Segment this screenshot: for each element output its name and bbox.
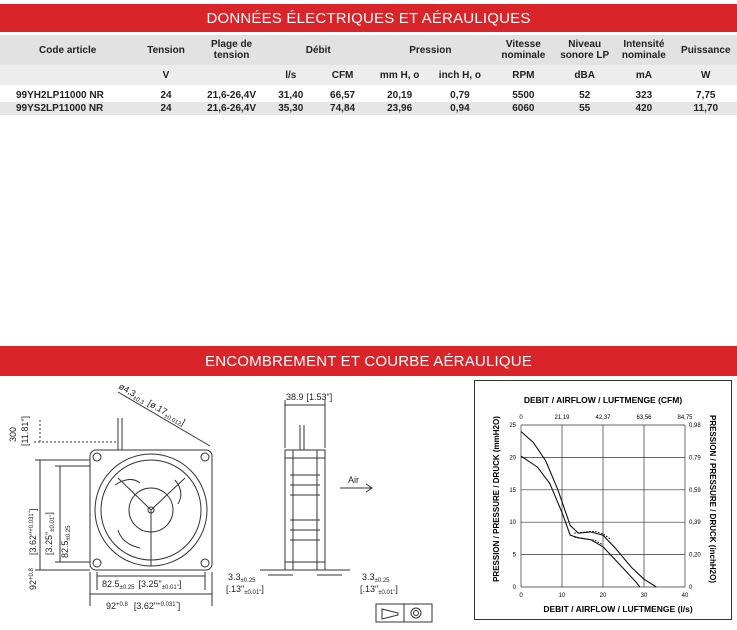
fan-dimension-drawing	[0, 380, 470, 630]
y-tick-label: 25	[509, 423, 516, 429]
side-fins	[290, 475, 320, 540]
y-right-tick-label: 0,79	[689, 455, 701, 462]
table-cell: 21,6-26,4V	[197, 89, 267, 102]
y-right-tick-label: 0,39	[689, 520, 701, 527]
table-cell: 0,94	[429, 102, 490, 115]
y-tick-label: 5	[512, 552, 516, 559]
table-cell: 74,84	[315, 102, 370, 115]
x-top-tick-label: 0	[519, 415, 523, 421]
size-v-inch-label: [3.62"$^{+0.031"}$]	[28, 508, 38, 555]
y-right-tick-label: 0,59	[689, 487, 701, 494]
table-cell: 323	[613, 89, 674, 102]
x-tick-label: 10	[558, 593, 566, 599]
table-header-row	[0, 35, 737, 65]
table-cell: 24	[135, 89, 196, 102]
projection-circle	[411, 608, 421, 618]
mounting-hole	[201, 453, 209, 461]
section-title-dimensions: ENCOMBREMENT ET COURBE AÉRAULIQUE	[205, 352, 532, 370]
fan-side-view	[285, 450, 325, 570]
unit-cell: RPM	[491, 65, 557, 85]
mounting-hole	[201, 559, 209, 567]
y-tick-label: 0	[512, 585, 516, 591]
x-top-tick-label: 42,37	[595, 415, 611, 421]
flange-left-label: $3.3_{\pm 0.25}$	[228, 572, 256, 584]
x-tick-label: 20	[599, 593, 607, 599]
col-header: Code article	[0, 35, 135, 65]
mounting-hole	[93, 559, 101, 567]
col-header: Plage de tension	[197, 35, 267, 65]
dim-line-flange	[260, 570, 350, 575]
table-cell: 21,6-26,4V	[197, 102, 267, 115]
pitch-v-inch-label: $[3.25"_{\pm 0.01"}]$	[44, 512, 56, 555]
col-header: Débit	[266, 35, 370, 65]
x-top-tick-label: 21,19	[554, 415, 570, 421]
table-cell: 11,70	[675, 102, 737, 115]
x-top-tick-label: 63,56	[636, 415, 652, 421]
col-header: Vitesse nominale	[491, 35, 557, 65]
x-tick-label: 40	[681, 593, 689, 599]
y-right-tick-label: 0,98	[689, 423, 701, 429]
section-banner-dimensions	[0, 346, 737, 376]
air-label: Air	[348, 475, 359, 485]
col-header: Pression	[370, 35, 491, 65]
chart-xlabel: DEBIT / AIRFLOW / LUFTMENGE (l/s)	[543, 604, 693, 614]
unit-cell: V	[135, 65, 196, 85]
table-cell: 420	[613, 102, 674, 115]
y-right-tick-label: 0,20	[689, 552, 701, 559]
x-tick-label: 30	[640, 593, 648, 599]
table-row	[0, 89, 737, 102]
table-cell: 55	[556, 102, 613, 115]
pitch-h-label: $82.5_{\pm 0.25}$ $[3.25"_{\pm 0.01"}]$	[102, 579, 182, 591]
airflow-chart	[475, 381, 731, 619]
flange-right-inch-label: $[.13"_{\pm 0.01"}]$	[360, 584, 398, 596]
size-h-label: $92^{+0.8}$ [3.62"$^{+0.031"}$]	[106, 601, 181, 611]
y-tick-label: 20	[509, 455, 516, 462]
unit-cell: W	[675, 65, 737, 85]
table-cell: 20,19	[370, 89, 429, 102]
table-cell: 99YH2LP11000 NR	[0, 89, 135, 102]
x-tick-label: 0	[519, 593, 523, 599]
depth-label: 38.9 [1.53"]	[286, 392, 333, 402]
col-header: Tension	[135, 35, 196, 65]
col-header: Niveau sonore LP	[556, 35, 613, 65]
lead-length-label: 300	[8, 426, 18, 442]
table-cell: 5500	[491, 89, 557, 102]
section-title-electrical: DONNÉES ÉLECTRIQUES ET AÉRAULIQUES	[206, 9, 531, 27]
table-cell: 35,30	[266, 102, 315, 115]
lead-length-inch-label: [11.81"]	[20, 415, 30, 446]
table-cell: 23,96	[370, 102, 429, 115]
x-top-tick-label: 84,75	[677, 415, 693, 421]
airflow-chart-panel	[474, 380, 732, 620]
specs-table	[0, 35, 737, 115]
projection-cone	[382, 604, 404, 622]
series-line	[521, 432, 656, 588]
hole-dim-label: $ø4,3_{\pm 0.3}[ø.17_{\pm 0.012}]$	[117, 381, 187, 428]
pitch-v-label: $82.5_{\pm 0.25}$	[60, 525, 72, 558]
mounting-hole	[93, 453, 101, 461]
unit-cell: inch H, o	[429, 65, 490, 85]
section-banner-electrical	[0, 4, 737, 32]
table-cell: 99YS2LP11000 NR	[0, 102, 135, 115]
unit-cell: CFM	[315, 65, 370, 85]
series-line	[521, 456, 640, 587]
table-row	[0, 102, 737, 115]
fan-struts	[118, 478, 185, 566]
unit-cell: l/s	[266, 65, 315, 85]
table-cell: 7,75	[675, 89, 737, 102]
fan-blades	[115, 479, 181, 548]
table-cell: 0,79	[429, 89, 490, 102]
unit-cell: mA	[613, 65, 674, 85]
table-cell: 66,57	[315, 89, 370, 102]
y-tick-label: 10	[509, 520, 516, 527]
col-header: Puissance	[675, 35, 737, 65]
table-cell: 6060	[491, 102, 557, 115]
chart-ylabel-right: PRESSION / PRESSURE / DRUCK (inchH2O)	[708, 414, 717, 584]
table-cell: 52	[556, 89, 613, 102]
side-lead-wires	[300, 425, 304, 450]
dim-line-depth	[285, 400, 325, 448]
projection-circle-inner	[414, 611, 419, 616]
y-right-tick-label: 0	[689, 585, 693, 591]
table-cell: 31,40	[266, 89, 315, 102]
y-tick-label: 15	[509, 487, 516, 494]
flange-left-inch-label: $[.13"_{\pm 0.01"}]$	[226, 584, 264, 596]
table-cell: 24	[135, 102, 196, 115]
unit-cell: dBA	[556, 65, 613, 85]
flange-right-label: $3.3_{\pm 0.25}$	[362, 572, 390, 584]
col-header: Intensité nominale	[613, 35, 674, 65]
chart-title: DEBIT / AIRFLOW / LUFTMENGE (CFM)	[523, 395, 683, 405]
unit-cell: mm H, o	[370, 65, 429, 85]
chart-ylabel-left: PRESSION / PRESSURE / DRUCK (mmH2O)	[492, 416, 501, 582]
lead-wires	[118, 418, 122, 450]
side-flanges	[285, 450, 325, 570]
table-units-row	[0, 65, 737, 85]
size-v-label: $92^{+0.8}$	[28, 568, 38, 590]
